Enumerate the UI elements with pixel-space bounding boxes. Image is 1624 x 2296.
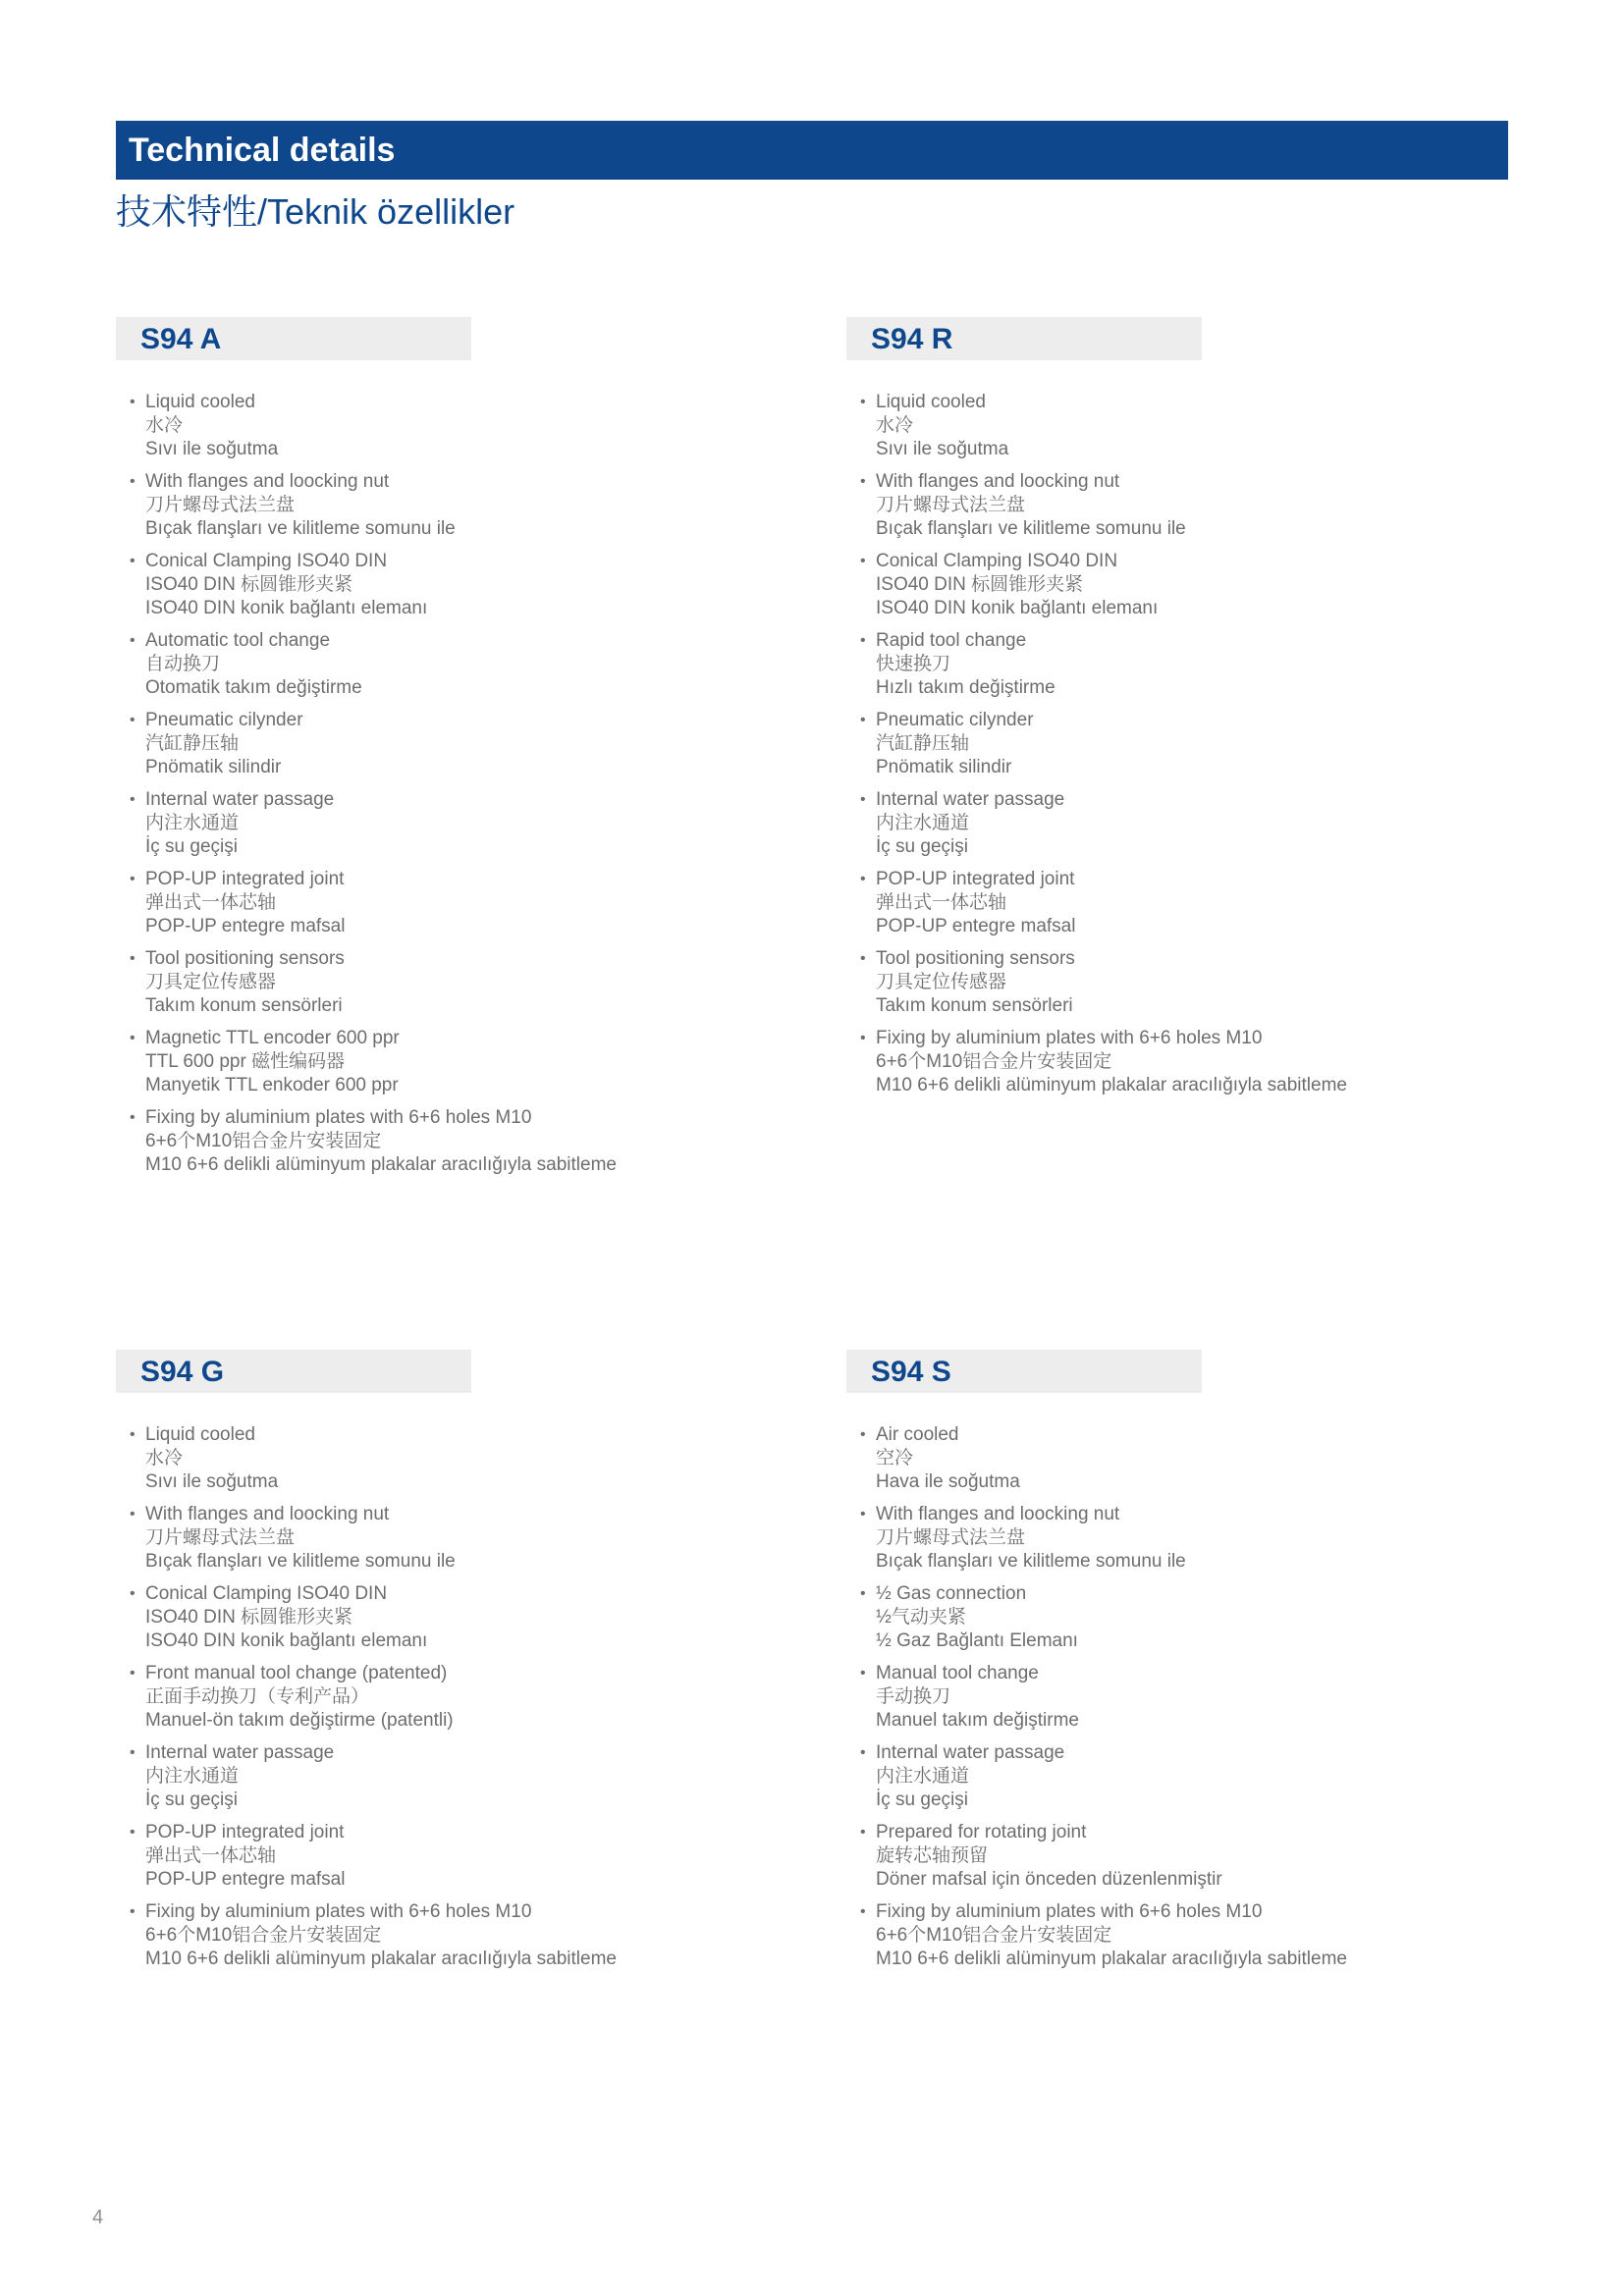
bullet-icon: • bbox=[860, 1665, 866, 1682]
feature-text-en: Rapid tool change bbox=[876, 630, 1027, 651]
section-s94-g bbox=[116, 1350, 827, 1980]
feature-item bbox=[846, 1027, 1557, 1097]
bullet-icon: • bbox=[860, 1744, 866, 1761]
section-title: S94 G bbox=[140, 1356, 225, 1388]
feature-lines bbox=[876, 1423, 1020, 1494]
feature-text-zh: 弹出式一体芯轴 bbox=[876, 892, 1007, 913]
feature-text-en: Conical Clamping ISO40 DIN bbox=[145, 1583, 388, 1604]
feature-text-tr: Takım konum sensörleri bbox=[876, 995, 1073, 1016]
bullet-icon: • bbox=[130, 1585, 135, 1602]
feature-item bbox=[116, 1741, 827, 1812]
bullet-icon: • bbox=[130, 1665, 135, 1682]
section-s94-r bbox=[846, 317, 1557, 1106]
feature-item bbox=[116, 470, 827, 541]
feature-list bbox=[116, 1423, 827, 1971]
section-title-bar bbox=[116, 317, 471, 360]
feature-item bbox=[116, 1106, 827, 1177]
feature-text-tr: Manuel takım değiştirme bbox=[876, 1710, 1079, 1731]
bullet-icon: • bbox=[860, 1903, 866, 1920]
feature-text-zh: ISO40 DIN 标圆锥形夹紧 bbox=[876, 574, 1084, 595]
feature-list bbox=[846, 1423, 1557, 1971]
feature-text-en: Tool positioning sensors bbox=[876, 948, 1075, 969]
bullet-icon: • bbox=[130, 1903, 135, 1920]
feature-text-zh: ISO40 DIN 标圆锥形夹紧 bbox=[145, 1607, 353, 1628]
bullet-icon: • bbox=[860, 871, 866, 887]
feature-text-zh: 弹出式一体芯轴 bbox=[145, 1845, 277, 1866]
bullet-icon: • bbox=[130, 712, 135, 728]
feature-lines bbox=[145, 391, 278, 461]
feature-text-zh: 汽缸静压轴 bbox=[876, 733, 970, 754]
section-s94-s bbox=[846, 1350, 1557, 1980]
feature-text-zh: 刀具定位传感器 bbox=[876, 972, 1007, 992]
feature-text-zh: 6+6个M10铝合金片安装固定 bbox=[145, 1131, 382, 1151]
section-title: S94 S bbox=[871, 1356, 951, 1388]
feature-text-zh: 内注水通道 bbox=[145, 1766, 240, 1787]
feature-lines bbox=[145, 1662, 454, 1733]
feature-text-tr: Manuel-ön takım değiştirme (patentli) bbox=[145, 1710, 454, 1731]
feature-lines bbox=[876, 1027, 1347, 1097]
feature-text-tr: POP-UP entegre mafsal bbox=[145, 1869, 346, 1890]
feature-item bbox=[116, 1662, 827, 1733]
page-subtitle: 技术特性/Teknik özellikler bbox=[116, 191, 515, 232]
bullet-icon: • bbox=[130, 871, 135, 887]
bullet-icon: • bbox=[130, 632, 135, 649]
feature-item bbox=[116, 1423, 827, 1494]
feature-text-en: Prepared for rotating joint bbox=[876, 1822, 1087, 1842]
feature-text-tr: ½ Gaz Bağlantı Elemanı bbox=[876, 1630, 1078, 1651]
feature-lines bbox=[876, 470, 1186, 541]
feature-text-zh: 弹出式一体芯轴 bbox=[145, 892, 277, 913]
feature-text-en: With flanges and loocking nut bbox=[876, 471, 1120, 492]
feature-item bbox=[116, 1900, 827, 1971]
feature-text-tr: Pnömatik silindir bbox=[145, 757, 282, 777]
feature-text-zh: 刀具定位传感器 bbox=[145, 972, 277, 992]
feature-lines bbox=[145, 470, 456, 541]
bullet-icon: • bbox=[860, 632, 866, 649]
feature-lines bbox=[876, 1821, 1222, 1892]
bullet-icon: • bbox=[860, 712, 866, 728]
feature-text-tr: Hava ile soğutma bbox=[876, 1471, 1020, 1492]
feature-text-en: POP-UP integrated joint bbox=[145, 869, 345, 889]
feature-item bbox=[116, 868, 827, 938]
feature-lines bbox=[145, 629, 362, 700]
section-title-bar bbox=[846, 1350, 1202, 1393]
bullet-icon: • bbox=[130, 473, 135, 490]
feature-item bbox=[116, 1503, 827, 1574]
feature-text-tr: Otomatik takım değiştirme bbox=[145, 677, 362, 698]
feature-text-en: Tool positioning sensors bbox=[145, 948, 345, 969]
feature-lines bbox=[145, 1503, 456, 1574]
bullet-icon: • bbox=[130, 1824, 135, 1841]
bullet-icon: • bbox=[860, 1824, 866, 1841]
feature-text-en: POP-UP integrated joint bbox=[145, 1822, 345, 1842]
bullet-icon: • bbox=[860, 1030, 866, 1046]
feature-text-zh: 内注水通道 bbox=[145, 813, 240, 833]
feature-lines bbox=[145, 1741, 334, 1812]
feature-text-zh: 水冷 bbox=[145, 1448, 184, 1468]
feature-text-tr: Manyetik TTL enkoder 600 ppr bbox=[145, 1075, 399, 1095]
feature-item bbox=[846, 470, 1557, 541]
feature-lines bbox=[145, 1106, 617, 1177]
feature-text-tr: Sıvı ile soğutma bbox=[145, 1471, 279, 1492]
feature-item bbox=[846, 1821, 1557, 1892]
feature-lines bbox=[145, 1027, 400, 1097]
feature-text-en: ½ Gas connection bbox=[876, 1583, 1027, 1604]
feature-item bbox=[116, 788, 827, 859]
page-title: Technical details bbox=[129, 132, 396, 169]
page-number: 4 bbox=[92, 2207, 104, 2228]
feature-text-en: With flanges and loocking nut bbox=[876, 1504, 1120, 1524]
section-title: S94 R bbox=[871, 323, 953, 355]
feature-item bbox=[116, 550, 827, 620]
feature-text-tr: POP-UP entegre mafsal bbox=[145, 916, 346, 936]
feature-item bbox=[116, 1582, 827, 1653]
feature-text-tr: Sıvı ile soğutma bbox=[876, 439, 1009, 459]
feature-text-en: Magnetic TTL encoder 600 ppr bbox=[145, 1028, 400, 1048]
feature-text-en: Automatic tool change bbox=[145, 630, 331, 651]
feature-text-tr: Bıçak flanşları ve kilitleme somunu ile bbox=[145, 518, 456, 539]
feature-text-en: Air cooled bbox=[876, 1424, 959, 1445]
feature-text-en: POP-UP integrated joint bbox=[876, 869, 1075, 889]
feature-text-en: Conical Clamping ISO40 DIN bbox=[876, 551, 1118, 571]
feature-lines bbox=[876, 709, 1034, 779]
section-title-bar bbox=[846, 317, 1202, 360]
feature-lines bbox=[876, 391, 1008, 461]
bullet-icon: • bbox=[130, 950, 135, 967]
feature-item bbox=[846, 629, 1557, 700]
feature-text-zh: 刀片螺母式法兰盘 bbox=[876, 495, 1026, 515]
feature-text-tr: Takım konum sensörleri bbox=[145, 995, 343, 1016]
feature-item bbox=[846, 1582, 1557, 1653]
feature-item bbox=[846, 1900, 1557, 1971]
feature-text-en: Front manual tool change (patented) bbox=[145, 1663, 448, 1683]
feature-lines bbox=[876, 1741, 1064, 1812]
feature-text-tr: Bıçak flanşları ve kilitleme somunu ile bbox=[876, 518, 1186, 539]
feature-text-tr: Pnömatik silindir bbox=[876, 757, 1012, 777]
feature-text-tr: M10 6+6 delikli alüminyum plakalar aracılığıyla sabitleme bbox=[145, 1949, 617, 1969]
feature-lines bbox=[876, 1582, 1078, 1653]
bullet-icon: • bbox=[860, 473, 866, 490]
feature-lines bbox=[876, 788, 1064, 859]
feature-lines bbox=[145, 550, 427, 620]
feature-text-tr: İç su geçişi bbox=[876, 1789, 968, 1810]
feature-lines bbox=[876, 1662, 1079, 1733]
feature-text-en: With flanges and loocking nut bbox=[145, 1504, 390, 1524]
bullet-icon: • bbox=[130, 553, 135, 569]
feature-text-zh: 正面手动换刀（专利产品） bbox=[145, 1686, 370, 1707]
feature-item bbox=[846, 1423, 1557, 1494]
feature-lines bbox=[145, 947, 345, 1018]
feature-item bbox=[116, 629, 827, 700]
feature-text-tr: M10 6+6 delikli alüminyum plakalar aracılığıyla sabitleme bbox=[876, 1075, 1347, 1095]
feature-text-tr: ISO40 DIN konik bağlantı elemanı bbox=[145, 1630, 428, 1651]
feature-text-en: Fixing by aluminium plates with 6+6 holes M10 bbox=[145, 1107, 532, 1128]
feature-text-tr: İç su geçişi bbox=[876, 836, 968, 857]
feature-text-zh: ½气动夹紧 bbox=[876, 1607, 966, 1628]
feature-lines bbox=[145, 788, 334, 859]
feature-list bbox=[116, 391, 827, 1177]
bullet-icon: • bbox=[130, 394, 135, 410]
feature-text-zh: 内注水通道 bbox=[876, 813, 970, 833]
feature-item bbox=[846, 947, 1557, 1018]
feature-text-en: Pneumatic cilynder bbox=[876, 710, 1034, 730]
feature-item bbox=[846, 788, 1557, 859]
feature-item bbox=[116, 1027, 827, 1097]
feature-text-tr: İç su geçişi bbox=[145, 1789, 238, 1810]
title-bar bbox=[116, 121, 1508, 180]
feature-text-zh: ISO40 DIN 标圆锥形夹紧 bbox=[145, 574, 353, 595]
feature-item bbox=[846, 1503, 1557, 1574]
feature-text-en: Internal water passage bbox=[876, 1742, 1065, 1763]
feature-text-tr: İç su geçişi bbox=[145, 836, 238, 857]
section-title: S94 A bbox=[140, 323, 222, 355]
feature-lines bbox=[876, 947, 1075, 1018]
bullet-icon: • bbox=[130, 1426, 135, 1443]
feature-lines bbox=[876, 1503, 1186, 1574]
bullet-icon: • bbox=[130, 1506, 135, 1522]
feature-text-tr: Bıçak flanşları ve kilitleme somunu ile bbox=[876, 1551, 1186, 1572]
feature-text-zh: TTL 600 ppr 磁性编码器 bbox=[145, 1051, 346, 1072]
feature-item bbox=[116, 709, 827, 779]
feature-lines bbox=[876, 868, 1075, 938]
feature-text-tr: Hızlı takım değiştirme bbox=[876, 677, 1056, 698]
feature-text-en: Conical Clamping ISO40 DIN bbox=[145, 551, 388, 571]
feature-text-zh: 6+6个M10铝合金片安装固定 bbox=[876, 1925, 1112, 1946]
feature-text-en: Fixing by aluminium plates with 6+6 holes M10 bbox=[876, 1901, 1263, 1922]
feature-lines bbox=[145, 1900, 617, 1971]
feature-item bbox=[116, 947, 827, 1018]
feature-item bbox=[846, 1741, 1557, 1812]
feature-text-en: Manual tool change bbox=[876, 1663, 1039, 1683]
bullet-icon: • bbox=[860, 1585, 866, 1602]
feature-text-tr: Döner mafsal için önceden düzenlenmiştir bbox=[876, 1869, 1222, 1890]
feature-lines bbox=[145, 868, 345, 938]
bullet-icon: • bbox=[860, 950, 866, 967]
feature-text-en: Liquid cooled bbox=[145, 392, 255, 412]
section-s94-a bbox=[116, 317, 827, 1186]
feature-item bbox=[846, 868, 1557, 938]
feature-text-en: Liquid cooled bbox=[145, 1424, 255, 1445]
feature-text-tr: Bıçak flanşları ve kilitleme somunu ile bbox=[145, 1551, 456, 1572]
feature-text-zh: 6+6个M10铝合金片安装固定 bbox=[876, 1051, 1112, 1072]
feature-text-en: Pneumatic cilynder bbox=[145, 710, 303, 730]
feature-lines bbox=[145, 1423, 278, 1494]
bullet-icon: • bbox=[860, 553, 866, 569]
feature-text-en: With flanges and loocking nut bbox=[145, 471, 390, 492]
feature-item bbox=[116, 1821, 827, 1892]
feature-text-zh: 水冷 bbox=[876, 415, 914, 436]
feature-text-tr: ISO40 DIN konik bağlantı elemanı bbox=[145, 598, 428, 618]
feature-text-zh: 快速换刀 bbox=[876, 654, 951, 674]
feature-lines bbox=[145, 1821, 345, 1892]
feature-text-en: Internal water passage bbox=[145, 789, 335, 810]
feature-text-tr: Sıvı ile soğutma bbox=[145, 439, 279, 459]
feature-lines bbox=[876, 629, 1056, 700]
feature-text-zh: 手动换刀 bbox=[876, 1686, 951, 1707]
feature-text-en: Fixing by aluminium plates with 6+6 holes M10 bbox=[145, 1901, 532, 1922]
feature-text-zh: 水冷 bbox=[145, 415, 184, 436]
feature-list bbox=[846, 391, 1557, 1097]
bullet-icon: • bbox=[860, 394, 866, 410]
feature-text-tr: M10 6+6 delikli alüminyum plakalar aracılığıyla sabitleme bbox=[145, 1154, 617, 1175]
feature-item bbox=[846, 709, 1557, 779]
bullet-icon: • bbox=[860, 791, 866, 808]
bullet-icon: • bbox=[130, 1744, 135, 1761]
feature-text-zh: 刀片螺母式法兰盘 bbox=[876, 1527, 1026, 1548]
feature-text-en: Internal water passage bbox=[876, 789, 1065, 810]
feature-lines bbox=[145, 709, 303, 779]
feature-lines bbox=[145, 1582, 427, 1653]
feature-text-tr: POP-UP entegre mafsal bbox=[876, 916, 1076, 936]
feature-item bbox=[116, 391, 827, 461]
bullet-icon: • bbox=[130, 791, 135, 808]
bullet-icon: • bbox=[130, 1030, 135, 1046]
feature-text-zh: 空冷 bbox=[876, 1448, 914, 1468]
feature-lines bbox=[876, 1900, 1347, 1971]
feature-text-zh: 6+6个M10铝合金片安装固定 bbox=[145, 1925, 382, 1946]
feature-text-zh: 刀片螺母式法兰盘 bbox=[145, 495, 296, 515]
feature-text-en: Fixing by aluminium plates with 6+6 holes M10 bbox=[876, 1028, 1263, 1048]
bullet-icon: • bbox=[860, 1506, 866, 1522]
feature-text-en: Liquid cooled bbox=[876, 392, 986, 412]
feature-text-tr: ISO40 DIN konik bağlantı elemanı bbox=[876, 598, 1159, 618]
bullet-icon: • bbox=[130, 1109, 135, 1126]
feature-text-zh: 旋转芯轴预留 bbox=[876, 1845, 989, 1866]
feature-item bbox=[846, 1662, 1557, 1733]
feature-item bbox=[846, 550, 1557, 620]
feature-text-zh: 刀片螺母式法兰盘 bbox=[145, 1527, 296, 1548]
feature-item bbox=[846, 391, 1557, 461]
feature-lines bbox=[876, 550, 1158, 620]
section-title-bar bbox=[116, 1350, 471, 1393]
feature-text-zh: 汽缸静压轴 bbox=[145, 733, 240, 754]
feature-text-en: Internal water passage bbox=[145, 1742, 335, 1763]
feature-text-zh: 自动换刀 bbox=[145, 654, 221, 674]
feature-text-zh: 内注水通道 bbox=[876, 1766, 970, 1787]
bullet-icon: • bbox=[860, 1426, 866, 1443]
feature-text-tr: M10 6+6 delikli alüminyum plakalar aracılığıyla sabitleme bbox=[876, 1949, 1347, 1969]
